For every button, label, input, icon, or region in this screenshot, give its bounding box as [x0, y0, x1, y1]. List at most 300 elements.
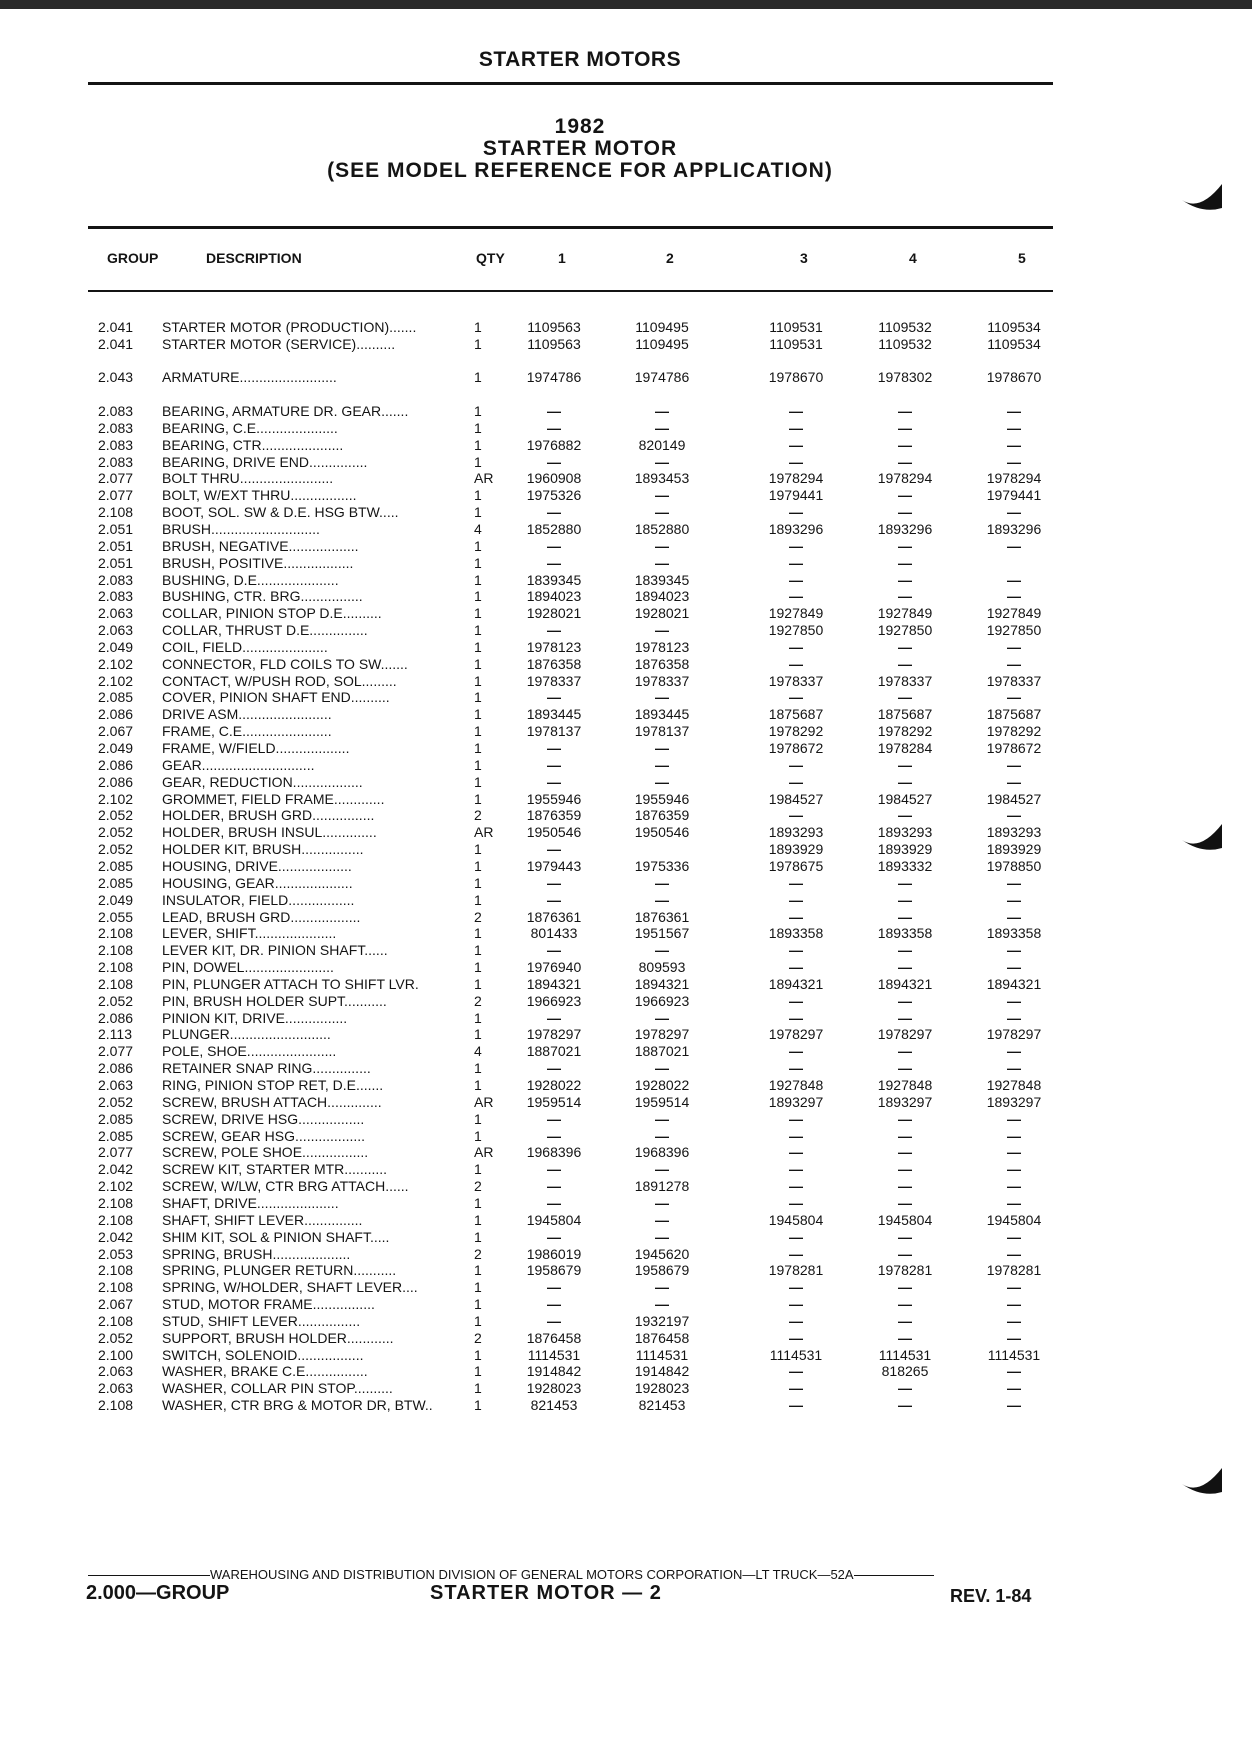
part-number: 1978284	[877, 740, 933, 756]
part-number-none: —	[547, 453, 561, 470]
footer-rule-left	[88, 1575, 210, 1576]
part-number-none: —	[898, 1009, 912, 1026]
row-qty: 1	[474, 537, 482, 554]
table-row	[0, 1010, 1252, 1026]
table-row	[0, 1212, 1252, 1228]
row-description: SCREW, POLE SHOE.................	[162, 1144, 369, 1161]
row-description: HOUSING, GEAR....................	[162, 874, 353, 891]
part-number-none: —	[898, 1144, 912, 1161]
table-row	[0, 470, 1252, 486]
table-row	[0, 1330, 1252, 1346]
part-number: 1978294	[877, 470, 933, 487]
part-number: 1978337	[768, 672, 824, 689]
part-number: 1109532	[878, 319, 932, 335]
part-number: 1876359	[634, 807, 690, 824]
table-row	[0, 757, 1252, 773]
part-number: 1893445	[634, 706, 690, 723]
row-group: 2.102	[98, 655, 134, 672]
table-row	[0, 673, 1252, 689]
row-description: INSULATOR, FIELD.................	[162, 891, 355, 908]
part-number: 1928022	[634, 1077, 690, 1093]
part-number: 1927849	[877, 605, 933, 622]
table-row	[0, 1380, 1252, 1396]
part-number: 1927849	[768, 605, 824, 622]
part-number-none: —	[1007, 1144, 1021, 1161]
row-description: PINION KIT, DRIVE................	[162, 1009, 348, 1026]
row-group: 2.052	[98, 1093, 134, 1110]
part-number: 1928023	[526, 1380, 582, 1397]
row-qty: 1	[474, 773, 482, 790]
row-description: GEAR.............................	[162, 756, 315, 773]
row-qty: 1	[474, 319, 482, 335]
part-number: 1975326	[526, 487, 582, 504]
row-qty: 1	[474, 1296, 482, 1313]
part-number: 1893296	[877, 520, 933, 537]
row-description: BUSHING, D.E.....................	[162, 571, 339, 588]
row-group: 2.067	[98, 723, 134, 740]
part-number: 1893293	[768, 824, 824, 841]
part-number-none: —	[1007, 874, 1021, 891]
part-number-none: —	[789, 1060, 803, 1077]
col-header-model-3: 3	[800, 250, 808, 266]
part-number: 1978670	[768, 369, 824, 385]
part-number-none: —	[547, 419, 561, 436]
part-number: 1927848	[768, 1077, 824, 1093]
part-number-none: —	[789, 504, 803, 521]
row-group: 2.051	[98, 520, 134, 537]
row-group: 2.085	[98, 1110, 134, 1127]
part-number-none: —	[1007, 436, 1021, 453]
footer-group: 2.000—GROUP	[86, 1582, 230, 1604]
part-number: 1978297	[526, 1026, 582, 1043]
part-number: 1114531	[878, 1346, 932, 1363]
table-row	[0, 807, 1252, 823]
part-number: 1109534	[987, 319, 1041, 335]
part-number-none: —	[655, 756, 669, 773]
part-number-none: —	[789, 1312, 803, 1329]
row-description: DRIVE ASM........................	[162, 706, 332, 723]
table-row	[0, 1178, 1252, 1194]
part-number: 1984527	[986, 790, 1042, 807]
part-number-none: —	[898, 992, 912, 1009]
part-number: 1893297	[768, 1093, 824, 1110]
part-number: 1976940	[526, 959, 582, 976]
part-number-none: —	[1007, 908, 1021, 925]
row-group: 2.108	[98, 1397, 134, 1414]
part-number-none: —	[789, 807, 803, 824]
table-row	[0, 1111, 1252, 1127]
part-number: 1893297	[986, 1093, 1042, 1110]
part-number-none: —	[789, 588, 803, 605]
part-number-none: —	[898, 1312, 912, 1329]
row-description: POLE, SHOE.......................	[162, 1043, 337, 1060]
part-number: 1114531	[527, 1346, 581, 1363]
part-number: 1978294	[986, 470, 1042, 487]
row-group: 2.083	[98, 571, 134, 588]
part-number: 1978281	[986, 1262, 1042, 1279]
part-number-none: —	[789, 1110, 803, 1127]
part-number-none: —	[898, 1245, 912, 1262]
binder-hole-mark	[1180, 178, 1224, 214]
row-description: PIN, BRUSH HOLDER SUPT...........	[162, 992, 387, 1009]
row-description: SCREW, DRIVE HSG.................	[162, 1110, 365, 1127]
part-number-none: —	[1007, 1127, 1021, 1144]
part-number-none: —	[1007, 891, 1021, 908]
part-number: 1966923	[634, 992, 690, 1009]
row-description: WASHER, BRAKE C.E................	[162, 1363, 368, 1380]
row-group: 2.086	[98, 706, 134, 723]
part-number: 1978337	[986, 672, 1042, 689]
row-qty: 1	[474, 403, 482, 419]
part-number: 1978337	[526, 672, 582, 689]
part-number-none: —	[898, 908, 912, 925]
row-group: 2.053	[98, 1245, 134, 1262]
part-number-none: —	[789, 908, 803, 925]
row-group: 2.102	[98, 790, 134, 807]
row-qty: 2	[474, 908, 482, 925]
part-number-none: —	[789, 1296, 803, 1313]
row-group: 2.077	[98, 1144, 134, 1161]
row-description: FRAME, W/FIELD...................	[162, 740, 350, 756]
table-row	[0, 774, 1252, 790]
part-number: 1979441	[768, 487, 824, 504]
table-row	[0, 1161, 1252, 1177]
row-group: 2.067	[98, 1296, 134, 1313]
table-row	[0, 1279, 1252, 1295]
row-qty: 1	[474, 1110, 482, 1127]
part-number: 809593	[638, 959, 686, 976]
row-description: BOLT THRU........................	[162, 470, 334, 487]
row-description: BEARING, CTR.....................	[162, 436, 344, 453]
row-qty: 1	[474, 571, 482, 588]
row-description: WASHER, CTR BRG & MOTOR DR, BTW..	[162, 1397, 433, 1414]
col-header-model-5: 5	[1018, 250, 1026, 266]
part-number: 1839345	[526, 571, 582, 588]
part-number-none: —	[898, 588, 912, 605]
part-number: 1891278	[634, 1178, 690, 1195]
row-qty: 1	[474, 554, 482, 571]
table-row	[0, 521, 1252, 537]
part-number-none: —	[655, 689, 669, 706]
col-header-group: GROUP	[107, 250, 159, 266]
part-number: 1109563	[527, 319, 581, 335]
page-title: STARTER MOTOR	[482, 137, 678, 160]
part-number: 1984527	[768, 790, 824, 807]
part-number-none: —	[898, 1380, 912, 1397]
part-number-none: —	[789, 1329, 803, 1346]
part-number-none: —	[547, 1009, 561, 1026]
table-row	[0, 1060, 1252, 1076]
part-number: 1109534	[987, 336, 1041, 352]
table-row	[0, 487, 1252, 503]
part-number-none: —	[1007, 419, 1021, 436]
row-description: COLLAR, PINION STOP D.E..........	[162, 605, 382, 622]
part-number: 1893332	[877, 857, 933, 874]
part-number-none: —	[1007, 1245, 1021, 1262]
part-number-none: —	[789, 554, 803, 571]
part-number-none: —	[1007, 1329, 1021, 1346]
row-qty: 1	[474, 453, 482, 470]
row-qty: 1	[474, 756, 482, 773]
row-qty: 1	[474, 1009, 482, 1026]
table-row	[0, 925, 1252, 941]
table-row	[0, 723, 1252, 739]
part-number: 1927849	[986, 605, 1042, 622]
part-number-none: —	[789, 436, 803, 453]
part-number-none: —	[898, 571, 912, 588]
part-number-none: —	[655, 419, 669, 436]
part-number: 1951567	[634, 925, 690, 942]
row-description: LEVER, SHIFT.....................	[162, 925, 337, 942]
row-qty: 4	[474, 1043, 482, 1060]
part-number: 1928023	[634, 1380, 690, 1397]
part-number-none: —	[547, 689, 561, 706]
row-qty: 1	[474, 891, 482, 908]
col-header-qty: QTY	[476, 250, 505, 266]
table-row	[0, 791, 1252, 807]
part-number: 820149	[638, 436, 686, 453]
part-number-none: —	[898, 874, 912, 891]
part-number: 1109563	[527, 336, 581, 352]
row-qty: AR	[474, 824, 494, 841]
row-description: COLLAR, THRUST D.E...............	[162, 622, 368, 639]
part-number: 1893293	[877, 824, 933, 841]
part-number-none: —	[655, 1194, 669, 1211]
part-number-none: —	[655, 1127, 669, 1144]
part-number: 1852880	[526, 520, 582, 537]
part-number: 1978292	[986, 723, 1042, 740]
row-description: SHIM KIT, SOL & PINION SHAFT.....	[162, 1228, 390, 1245]
part-number: 1984527	[877, 790, 933, 807]
col-header-model-1: 1	[558, 250, 566, 266]
part-number-none: —	[547, 1161, 561, 1178]
row-group: 2.086	[98, 1060, 134, 1077]
row-group: 2.085	[98, 1127, 134, 1144]
row-description: SCREW, GEAR HSG..................	[162, 1127, 366, 1144]
row-group: 2.083	[98, 436, 134, 453]
part-number: 1893358	[768, 925, 824, 942]
part-number-none: —	[547, 891, 561, 908]
part-number-none: —	[1007, 1110, 1021, 1127]
part-number-none: —	[898, 436, 912, 453]
part-number-none: —	[898, 1194, 912, 1211]
row-qty: 1	[474, 841, 482, 858]
part-number-none: —	[1007, 1194, 1021, 1211]
part-number-none: —	[655, 453, 669, 470]
part-number-none: —	[789, 992, 803, 1009]
year-heading: 1982	[554, 115, 606, 138]
part-number-none: —	[1007, 1380, 1021, 1397]
part-number: 1893929	[986, 841, 1042, 858]
part-number: 1978123	[526, 638, 582, 655]
table-row	[0, 639, 1252, 655]
row-description: BRUSH, POSITIVE..................	[162, 554, 354, 571]
row-qty: 1	[474, 622, 482, 639]
row-description: BEARING, DRIVE END...............	[162, 453, 368, 470]
row-description: PIN, DOWEL.......................	[162, 959, 334, 976]
part-number-none: —	[655, 874, 669, 891]
part-number: 1950546	[634, 824, 690, 841]
row-qty: 2	[474, 1178, 482, 1195]
part-number: 1978297	[768, 1026, 824, 1043]
table-row	[0, 1313, 1252, 1329]
footer-section: STARTER MOTOR — 2	[430, 1582, 662, 1604]
row-qty: 1	[474, 1363, 482, 1380]
part-number: 1927850	[877, 622, 933, 639]
table-row	[0, 538, 1252, 554]
part-number-none: —	[655, 537, 669, 554]
part-number: 1893358	[877, 925, 933, 942]
row-qty: 4	[474, 520, 482, 537]
part-number: 1978297	[986, 1026, 1042, 1043]
part-number: 1978281	[877, 1262, 933, 1279]
row-description: BRUSH, NEGATIVE..................	[162, 537, 359, 554]
part-number: 1927848	[986, 1077, 1042, 1093]
part-number: 1978292	[877, 723, 933, 740]
part-number-none: —	[547, 942, 561, 959]
part-number: 1876458	[634, 1329, 690, 1346]
row-qty: 1	[474, 1127, 482, 1144]
part-number-none: —	[1007, 773, 1021, 790]
row-group: 2.063	[98, 622, 134, 639]
part-number: 1928022	[526, 1077, 582, 1093]
part-number: 1978672	[768, 740, 824, 756]
part-number-none: —	[789, 1228, 803, 1245]
part-number: 1928021	[634, 605, 690, 622]
row-qty: 1	[474, 638, 482, 655]
part-number-none: —	[1007, 588, 1021, 605]
part-number: 1894023	[634, 588, 690, 605]
row-qty: 1	[474, 1161, 482, 1178]
part-number-none: —	[898, 1060, 912, 1077]
row-group: 2.108	[98, 1312, 134, 1329]
part-number: 1945804	[877, 1211, 933, 1228]
part-number: 1978337	[634, 672, 690, 689]
part-number-none: —	[1007, 504, 1021, 521]
part-number: 1927848	[877, 1077, 933, 1093]
part-number-none: —	[789, 874, 803, 891]
row-description: BEARING, ARMATURE DR. GEAR.......	[162, 403, 409, 419]
part-number-none: —	[898, 419, 912, 436]
row-description: CONNECTOR, FLD COILS TO SW.......	[162, 655, 408, 672]
table-row	[0, 1094, 1252, 1110]
row-group: 2.051	[98, 554, 134, 571]
row-description: RETAINER SNAP RING...............	[162, 1060, 371, 1077]
part-number: 1893453	[634, 470, 690, 487]
part-number: 1945804	[986, 1211, 1042, 1228]
part-number: 821453	[638, 1397, 686, 1414]
row-group: 2.042	[98, 1228, 134, 1245]
part-number-none: —	[1007, 942, 1021, 959]
col-header-model-2: 2	[666, 250, 674, 266]
part-number-none: —	[1007, 689, 1021, 706]
table-row	[0, 605, 1252, 621]
row-group: 2.063	[98, 1380, 134, 1397]
row-description: SWITCH, SOLENOID.................	[162, 1346, 364, 1363]
part-number-none: —	[898, 1296, 912, 1313]
table-row	[0, 454, 1252, 470]
row-group: 2.108	[98, 959, 134, 976]
table-row	[0, 504, 1252, 520]
row-description: GROMMET, FIELD FRAME.............	[162, 790, 385, 807]
part-number: 1986019	[526, 1245, 582, 1262]
part-number: 1109531	[769, 319, 823, 335]
part-number-none: —	[1007, 959, 1021, 976]
part-number-none: —	[1007, 1279, 1021, 1296]
row-qty: 1	[474, 1077, 482, 1093]
part-number-none: —	[789, 1279, 803, 1296]
part-number-none: —	[547, 504, 561, 521]
part-number: 1978675	[768, 857, 824, 874]
row-description: BOLT, W/EXT THRU.................	[162, 487, 357, 504]
part-number-none: —	[547, 1228, 561, 1245]
row-group: 2.041	[98, 336, 134, 352]
row-qty: 1	[474, 1346, 482, 1363]
part-number-none: —	[789, 942, 803, 959]
row-description: ARMATURE.........................	[162, 369, 337, 385]
part-number: 1114531	[635, 1346, 689, 1363]
part-number-none: —	[547, 874, 561, 891]
part-number-none: —	[655, 504, 669, 521]
part-number-none: —	[789, 638, 803, 655]
page-subtitle: (SEE MODEL REFERENCE FOR APPLICATION)	[327, 159, 833, 182]
part-number-none: —	[655, 403, 669, 419]
row-qty: 1	[474, 790, 482, 807]
table-row	[0, 858, 1252, 874]
binder-hole-mark	[1180, 1462, 1224, 1498]
part-number-none: —	[898, 403, 912, 419]
part-number-none: —	[547, 756, 561, 773]
row-group: 2.083	[98, 453, 134, 470]
part-number: 1839345	[634, 571, 690, 588]
part-number-none: —	[789, 756, 803, 773]
part-number-none: —	[898, 1110, 912, 1127]
part-number: 1876458	[526, 1329, 582, 1346]
table-row	[0, 959, 1252, 975]
part-number: 1893929	[768, 841, 824, 858]
row-description: SPRING, W/HOLDER, SHAFT LEVER....	[162, 1279, 418, 1296]
part-number: 1978292	[768, 723, 824, 740]
row-description: SPRING, PLUNGER RETURN...........	[162, 1262, 397, 1279]
row-group: 2.108	[98, 942, 134, 959]
part-number-none: —	[898, 1279, 912, 1296]
part-number: 1978297	[634, 1026, 690, 1043]
row-description: SHAFT, DRIVE.....................	[162, 1194, 339, 1211]
part-number: 1966923	[526, 992, 582, 1009]
table-row	[0, 1195, 1252, 1211]
row-qty: 2	[474, 1245, 482, 1262]
row-group: 2.077	[98, 1043, 134, 1060]
row-qty: 1	[474, 925, 482, 942]
table-row	[0, 976, 1252, 992]
part-number: 1927850	[768, 622, 824, 639]
row-qty: 1	[474, 874, 482, 891]
row-group: 2.049	[98, 638, 134, 655]
row-group: 2.086	[98, 1009, 134, 1026]
part-number: 1978670	[986, 369, 1042, 385]
part-number: 818265	[881, 1363, 929, 1380]
row-description: SCREW, W/LW, CTR BRG ATTACH......	[162, 1178, 409, 1195]
part-number: 1875687	[768, 706, 824, 723]
part-number-none: —	[655, 1228, 669, 1245]
part-number: 1894321	[986, 975, 1042, 992]
table-row	[0, 1128, 1252, 1144]
row-description: STARTER MOTOR (SERVICE)..........	[162, 336, 396, 352]
part-number: 1978337	[877, 672, 933, 689]
col-header-model-4: 4	[909, 250, 917, 266]
part-number-none: —	[1007, 453, 1021, 470]
part-number-none: —	[547, 1312, 561, 1329]
